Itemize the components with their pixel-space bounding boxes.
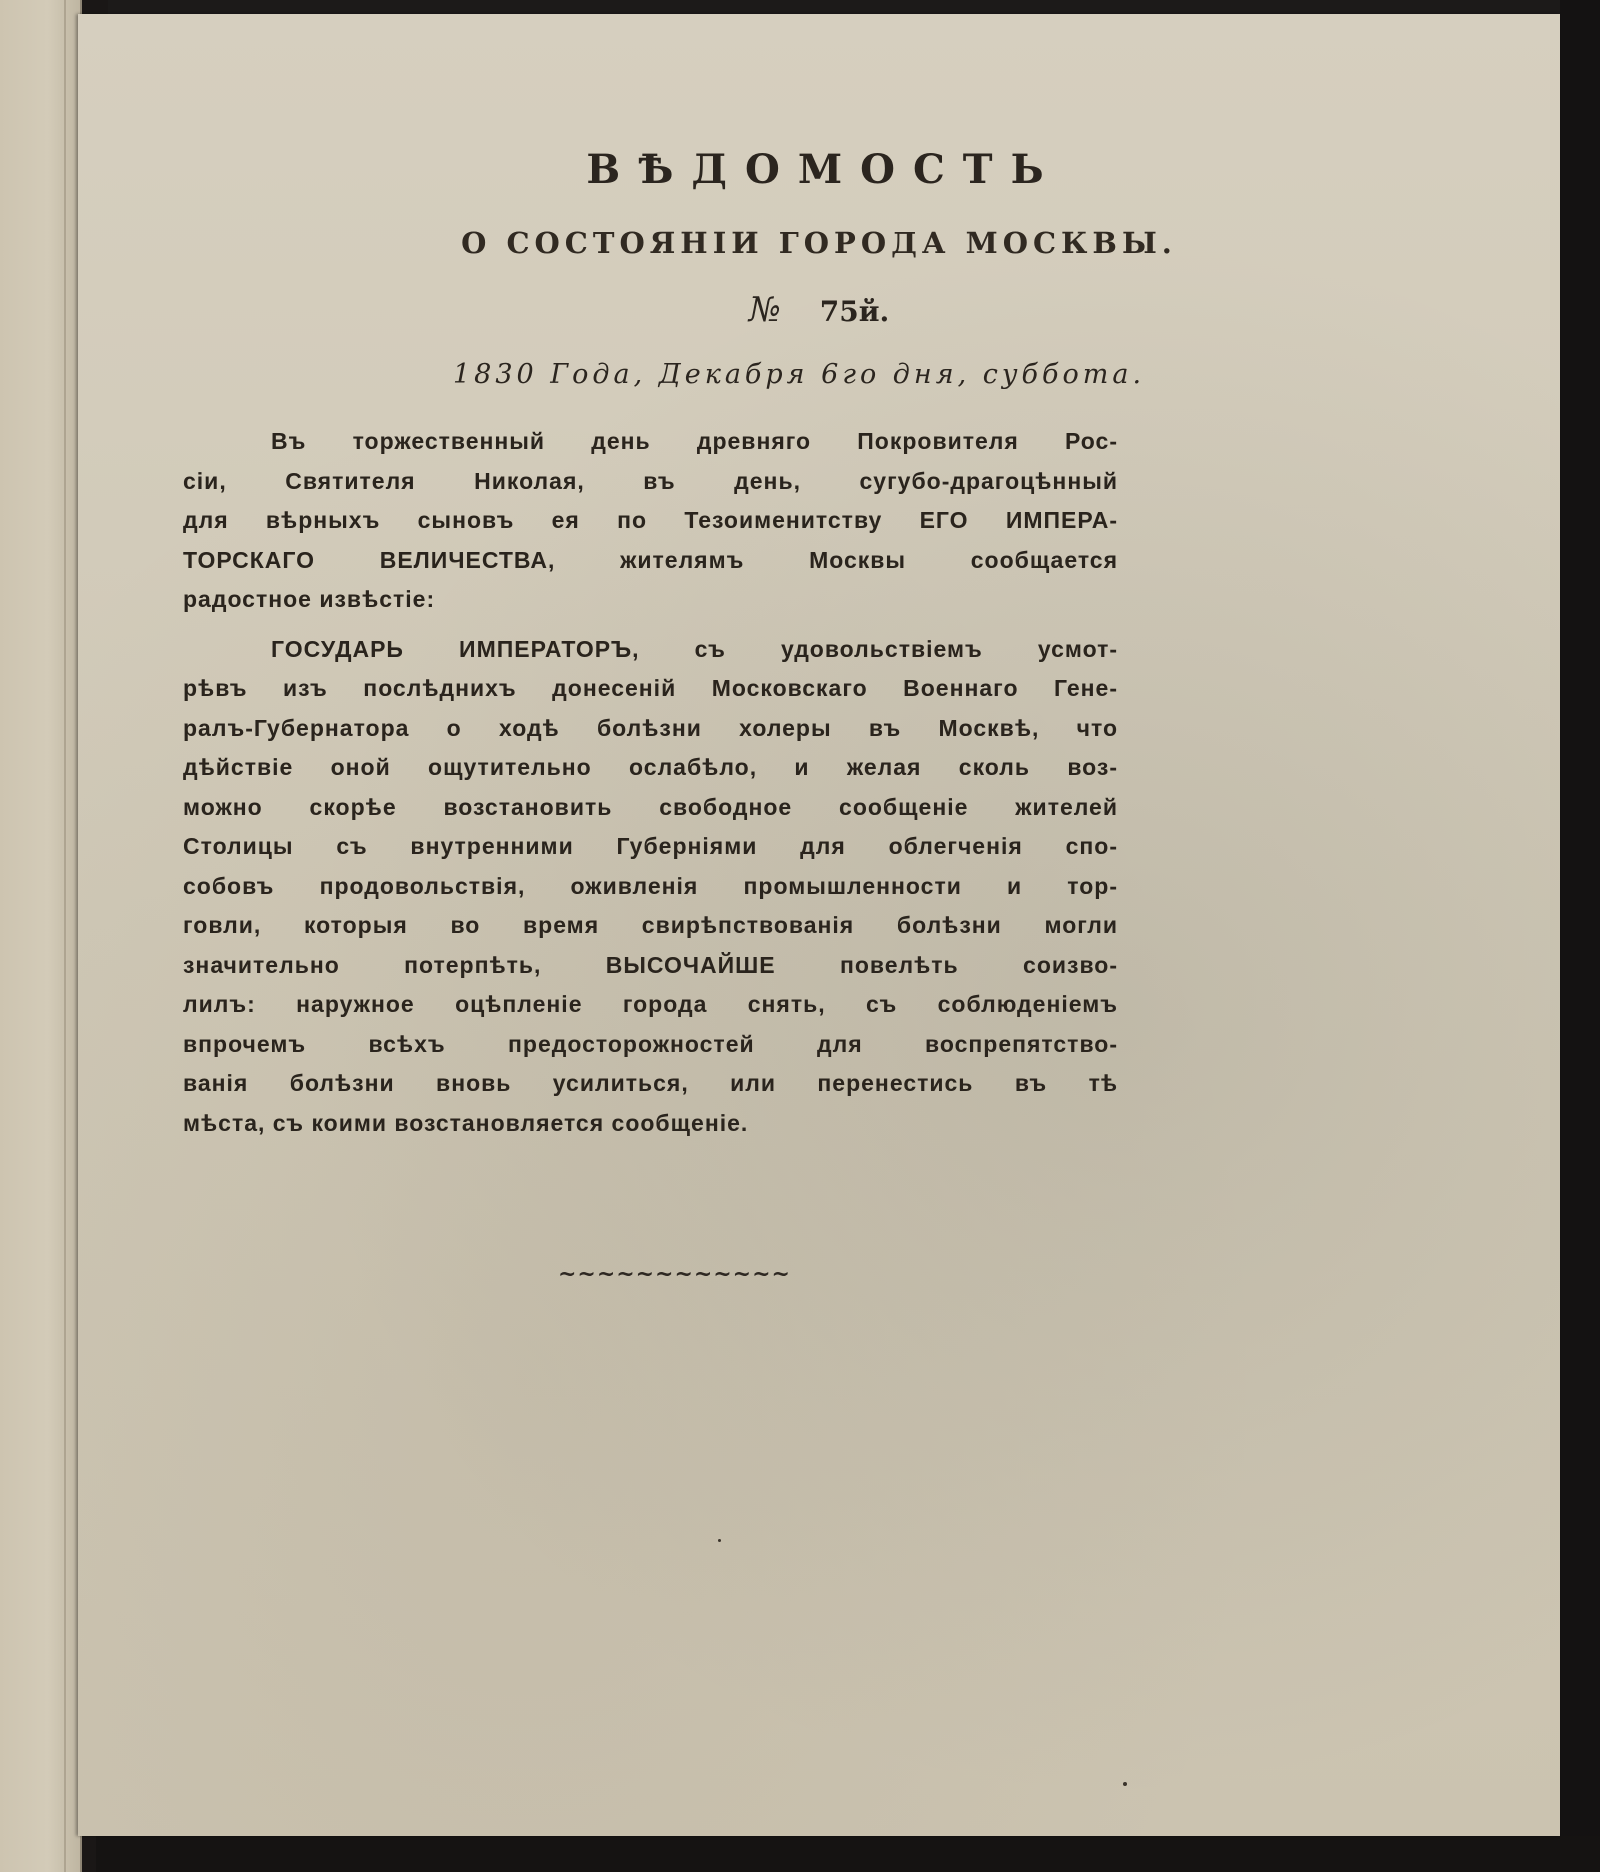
document-title: ВѢДОМОСТЬ	[586, 146, 1062, 193]
wave-glyph: ~	[732, 1261, 752, 1287]
text-line: ГОСУДАРЬ ИМПЕРАТОРЪ, съ удовольствіемъ усмот-	[271, 635, 1118, 662]
paper-speck	[718, 1539, 721, 1542]
scan-background-bottom	[96, 1836, 1600, 1872]
wavy-rule-ornament	[558, 1261, 790, 1287]
text-line: сіи, Святителя Николая, въ день, сугубо-драгоцѣнный	[183, 467, 1118, 494]
text-line: Въ торжественный день древняго Покровителя Рос-	[271, 428, 1118, 454]
text-line: впрочемъ всѣхъ предосторожностей для воспрепятство-	[183, 1030, 1118, 1057]
wave-glyph: ~	[693, 1261, 713, 1287]
binding-gutter	[64, 0, 66, 1872]
wave-glyph: ~	[577, 1261, 596, 1287]
text-line: ванія болѣзни вновь усилиться, или перенестись въ тѣ	[183, 1070, 1118, 1096]
text-line: рѣвъ изъ послѣднихъ донесеній Московскаго Военнаго Гене-	[183, 675, 1118, 701]
text-line: радостное извѣстіе:	[183, 586, 436, 612]
text-line: дѣйствіе оной ощутительно ослабѣло, и желая сколь воз-	[183, 754, 1118, 780]
text-line: лилъ: наружное оцѣпленіе города снять, съ соблюденіемъ	[183, 991, 1118, 1017]
wave-glyph: ~	[752, 1261, 771, 1287]
wave-glyph: ~	[558, 1261, 577, 1287]
text-line: собовъ продовольствія, оживленія промышленности и тор-	[183, 872, 1118, 899]
wave-glyph: ~	[771, 1261, 790, 1287]
text-line: ралъ-Губернатора о ходѣ болѣзни холеры въ Москвѣ, что	[183, 714, 1118, 741]
document-page	[78, 14, 1560, 1836]
wave-glyph: ~	[616, 1261, 635, 1287]
paper-speck	[1123, 1782, 1127, 1786]
wave-glyph: ~	[635, 1261, 655, 1287]
text-line: мѣста, съ коими возстановляется сообщеніе.	[183, 1109, 749, 1136]
wave-glyph: ~	[713, 1261, 732, 1287]
text-line: ТОРСКАГО ВЕЛИЧЕСТВА, жителямъ Москвы сообщается	[183, 546, 1118, 573]
wave-glyph: ~	[674, 1261, 693, 1287]
text-line: можно скорѣе возстановить свободное сообщеніе жителей	[183, 793, 1118, 820]
facing-page-edge	[0, 0, 82, 1872]
text-line: Столицы съ внутренними Губерніями для облегченія спо-	[183, 833, 1118, 859]
wave-glyph: ~	[596, 1261, 616, 1287]
issue-number	[78, 290, 1560, 330]
scan-background-right	[1560, 0, 1600, 1872]
numero-sign: №	[748, 290, 781, 330]
paragraph-1	[183, 422, 1118, 620]
text-line: говли, которыя во время свирѣпствованія болѣзни могли	[183, 912, 1118, 938]
document-subtitle: О СОСТОЯНІИ ГОРОДА МОСКВЫ.	[461, 226, 1177, 260]
document-body	[183, 422, 1118, 1143]
wave-glyph: ~	[655, 1261, 674, 1287]
date-line: 1830 Года, Декабря 6го дня, суббота.	[452, 359, 1146, 390]
text-line: для вѣрныхъ сыновъ ея по Тезоименитству ЕГО ИМПЕРА-	[183, 507, 1118, 533]
text-line: значительно потерпѣть, ВЫСОЧАЙШЕ повелѣть соизво-	[183, 951, 1118, 978]
paragraph-2	[183, 630, 1118, 1144]
issue-number-value: 75й.	[819, 295, 890, 328]
